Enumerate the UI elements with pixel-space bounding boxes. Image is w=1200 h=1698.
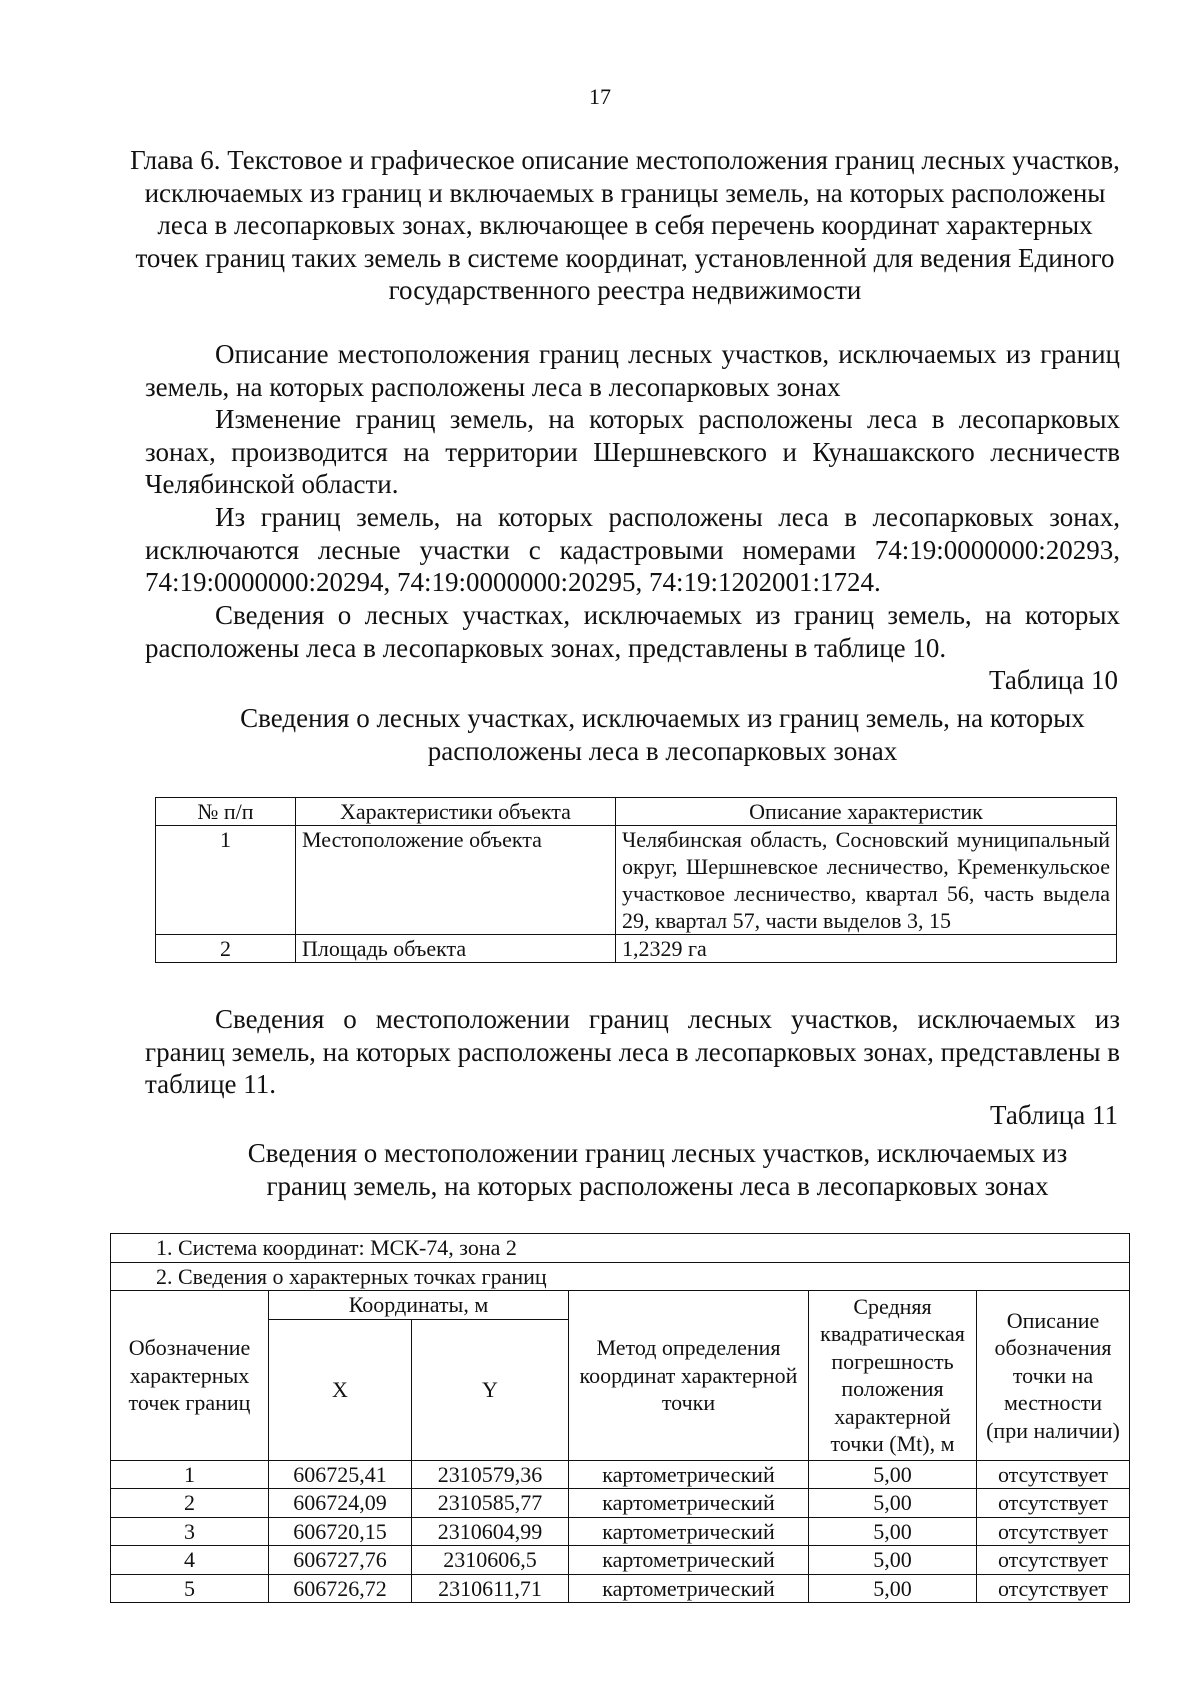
table11-cell-method: картометрический	[569, 1574, 809, 1603]
table11-cell-desc: отсутствует	[977, 1517, 1130, 1546]
table11-header-error: Средняя квадратическая погрешность положения характерной точки (Mt), м	[809, 1291, 977, 1461]
table11-cell-mt: 5,00	[809, 1574, 977, 1603]
table11-header-designation: Обозначение характерных точек границ	[111, 1291, 269, 1461]
table11-cell-x: 606725,41	[269, 1460, 412, 1489]
table11-cell-y: 2310604,99	[412, 1517, 569, 1546]
paragraph-cadastral-numbers	[145, 501, 1120, 599]
table11-header-method: Метод определения координат характерной точки	[569, 1291, 809, 1461]
chapter-title: Глава 6. Текстовое и графическое описание местоположения границ лесных участков, исключаемых из границ и включаемых в границы земель, на которых расположены леса в лесопарковых зонах, включающее в себя перечень координат характерных точек границ таких земель в системе координат, установленной для ведения Единого государственного реестра недвижимости	[130, 145, 1120, 305]
table11-cell-x: 606724,09	[269, 1489, 412, 1518]
table11-points-heading: 2. Сведения о характерных точках границ	[111, 1262, 1130, 1291]
table11-cell-x: 606727,76	[269, 1546, 412, 1575]
table11-cell-y: 2310606,5	[412, 1546, 569, 1575]
table11-cell-point: 1	[111, 1460, 269, 1489]
table11-system-row	[111, 1234, 1130, 1263]
table11-header-row	[111, 1291, 1130, 1320]
table11-cell-point: 5	[111, 1574, 269, 1603]
table10-header-row	[156, 798, 1117, 826]
table11-points-row	[111, 1262, 1130, 1291]
table-row	[111, 1546, 1130, 1575]
table11	[110, 1233, 1130, 1603]
table-row	[156, 935, 1117, 963]
table-row	[111, 1460, 1130, 1489]
table11-cell-mt: 5,00	[809, 1517, 977, 1546]
table-row	[111, 1574, 1130, 1603]
table11-header-coordinates: Координаты, м	[269, 1291, 569, 1320]
table11-cell-y: 2310579,36	[412, 1460, 569, 1489]
table10-cell-num: 1	[156, 826, 296, 935]
table-row	[111, 1489, 1130, 1518]
table10-cell-desc: Челябинская область, Сосновский муниципальный округ, Шершневское лесничество, Кременкульское участковое лесничество, квартал 56, часть выдела 29, квартал 57, части выделов 3, 15	[616, 826, 1117, 935]
table11-cell-mt: 5,00	[809, 1546, 977, 1575]
paragraph-text: Описание местоположения границ лесных участков, исключаемых из границ земель, на которых расположены леса в лесопарковых зонах	[145, 339, 1120, 402]
table11-caption: Сведения о местоположении границ лесных участков, исключаемых из границ земель, на которых расположены леса в лесопарковых зонах	[247, 1138, 1068, 1201]
table11-header-y: Y	[412, 1319, 569, 1460]
table10-cell-name: Местоположение объекта	[296, 826, 616, 935]
table10-cell-num: 2	[156, 935, 296, 963]
paragraph-text: Из границ земель, на которых расположены леса в лесопарковых зонах, исключаются лесные участки с кадастровыми номерами 74:19:0000000:20293, 74:19:0000000:20294, 74:19:0000000:20295, 74:19:1202001:1724.	[145, 502, 1120, 597]
table10	[155, 797, 1117, 963]
table11-cell-desc: отсутствует	[977, 1546, 1130, 1575]
table10-header-characteristics: Характеристики объекта	[296, 798, 616, 826]
table10-cell-desc: 1,2329 га	[616, 935, 1117, 963]
table11-cell-desc: отсутствует	[977, 1574, 1130, 1603]
table10-cell-name: Площадь объекта	[296, 935, 616, 963]
table11-label: Таблица 11	[990, 1100, 1118, 1130]
table11-cell-point: 3	[111, 1517, 269, 1546]
table10-header-description: Описание характеристик	[616, 798, 1117, 826]
table11-cell-mt: 5,00	[809, 1460, 977, 1489]
table11-cell-method: картометрический	[569, 1460, 809, 1489]
table11-cell-y: 2310611,71	[412, 1574, 569, 1603]
table11-cell-point: 2	[111, 1489, 269, 1518]
paragraph-table11-reference	[145, 1003, 1120, 1101]
table11-cell-x: 606726,72	[269, 1574, 412, 1603]
table10-caption: Сведения о лесных участках, исключаемых из границ земель, на которых расположены леса в лесопарковых зонах	[240, 703, 1085, 766]
paragraph-description-heading	[145, 338, 1120, 403]
paragraph-boundary-change	[145, 403, 1120, 501]
table11-cell-method: картометрический	[569, 1546, 809, 1575]
table11-cell-y: 2310585,77	[412, 1489, 569, 1518]
table11-cell-desc: отсутствует	[977, 1489, 1130, 1518]
paragraph-text: Сведения о лесных участках, исключаемых из границ земель, на которых расположены леса в лесопарковых зонах, представлены в таблице 10.	[145, 600, 1120, 663]
table11-header-x: X	[269, 1319, 412, 1460]
table10-header-num: № п/п	[156, 798, 296, 826]
table11-cell-desc: отсутствует	[977, 1460, 1130, 1489]
table11-coordinate-system: 1. Система координат: МСК-74, зона 2	[111, 1234, 1130, 1263]
table11-cell-mt: 5,00	[809, 1489, 977, 1518]
page-number: 17	[589, 84, 611, 109]
table-row	[156, 826, 1117, 935]
table10-label: Таблица 10	[989, 665, 1118, 695]
paragraph-text: Изменение границ земель, на которых расположены леса в лесопарковых зонах, производится на территории Шершневского и Кунашакского лесничеств Челябинской области.	[145, 404, 1120, 499]
table11-cell-method: картометрический	[569, 1517, 809, 1546]
paragraph-text: Сведения о местоположении границ лесных участков, исключаемых из границ земель, на которых расположены леса в лесопарковых зонах, представлены в таблице 11.	[145, 1004, 1120, 1099]
table11-cell-point: 4	[111, 1546, 269, 1575]
paragraph-table10-reference	[145, 599, 1120, 664]
table11-header-description: Описание обозначения точки на местности (при наличии)	[977, 1291, 1130, 1461]
table-row	[111, 1517, 1130, 1546]
table11-cell-x: 606720,15	[269, 1517, 412, 1546]
table11-cell-method: картометрический	[569, 1489, 809, 1518]
